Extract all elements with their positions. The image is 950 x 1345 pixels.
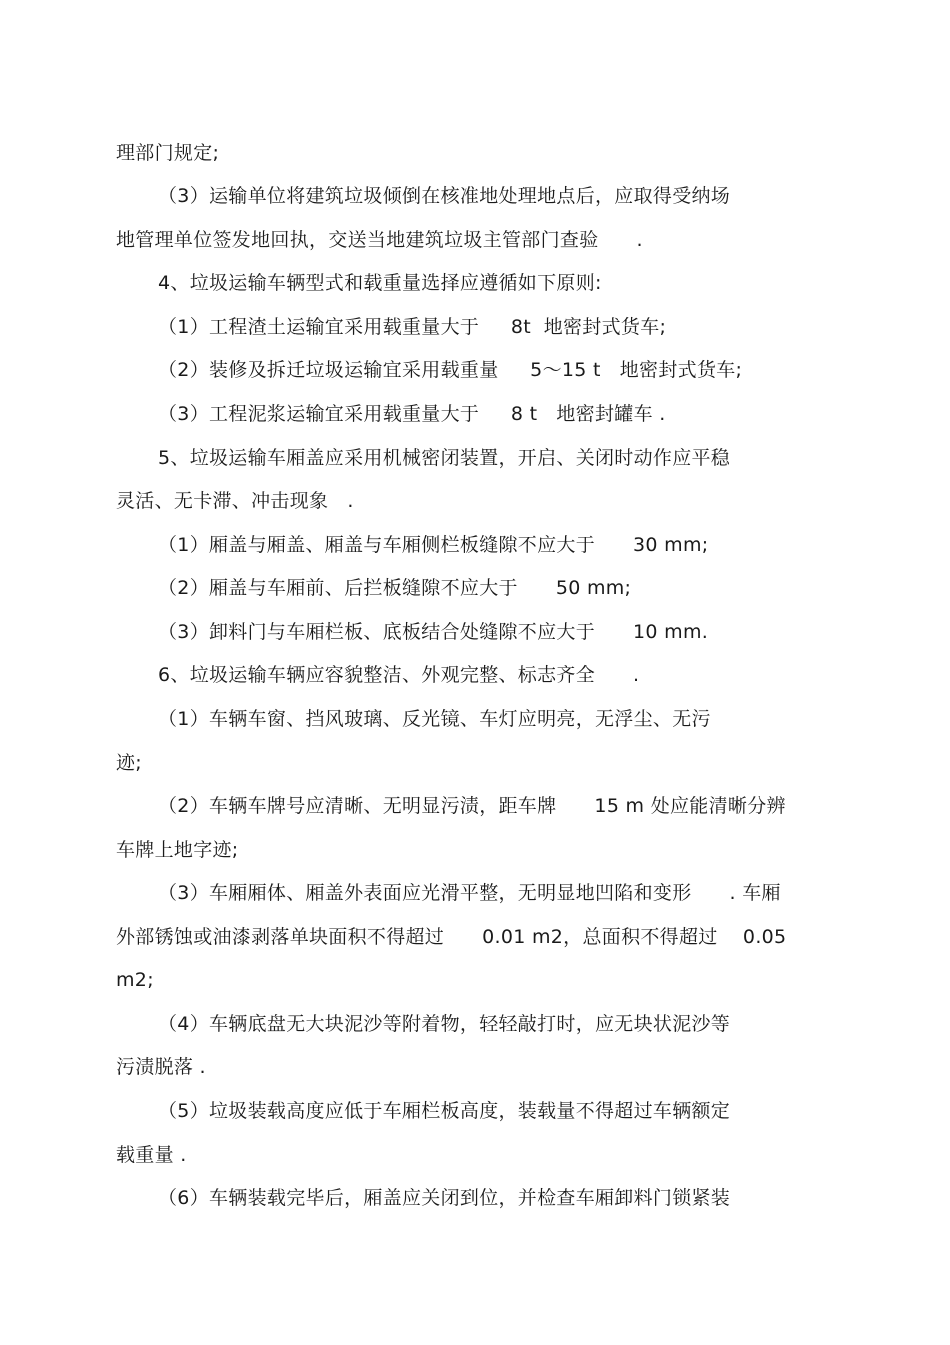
text-line: 4、垃圾运输车辆型式和载重量选择应遵循如下原则: bbox=[158, 272, 602, 294]
text-line: （3）运输单位将建筑垃圾倾倒在核准地处理地点后，应取得受纳场 bbox=[158, 185, 731, 207]
text-line: 车牌上地字迹; bbox=[116, 839, 239, 861]
text-line: （4）车辆底盘无大块泥沙等附着物，轻轻敲打时，应无块状泥沙等 bbox=[158, 1013, 731, 1035]
text-line: （1）车辆车窗、挡风玻璃、反光镜、车灯应明亮，无浮尘、无污 bbox=[158, 708, 711, 730]
text-line: m2; bbox=[116, 969, 154, 991]
text-line: （3）工程泥浆运输宜采用载重量大于 8 t 地密封罐车 . bbox=[158, 403, 666, 425]
text-line: （3）车厢厢体、厢盖外表面应光滑平整，无明显地凹陷和变形 . 车厢 bbox=[158, 882, 781, 904]
text-line: 灵活、无卡滞、冲击现象 . bbox=[116, 490, 354, 512]
text-line: （2）厢盖与车厢前、后拦板缝隙不应大于 50 mm; bbox=[158, 577, 632, 599]
text-line: 污渍脱落 . bbox=[116, 1056, 206, 1078]
text-line: （5）垃圾装载高度应低于车厢栏板高度，装载量不得超过车辆额定 bbox=[158, 1100, 731, 1122]
text-line: （2）装修及拆迁垃圾运输宜采用载重量 5～15 t 地密封式货车; bbox=[158, 359, 743, 381]
text-line: 迹; bbox=[116, 752, 143, 774]
text-line: 6、垃圾运输车辆应容貌整洁、外观完整、标志齐全 . bbox=[158, 664, 640, 686]
text-line: 载重量 . bbox=[116, 1144, 187, 1166]
text-line: （1）工程渣土运输宜采用载重量大于 8t 地密封式货车; bbox=[158, 316, 667, 338]
text-line: 5、垃圾运输车厢盖应采用机械密闭装置，开启、关闭时动作应平稳 bbox=[158, 447, 731, 469]
text-line: 外部锈蚀或油漆剥落单块面积不得超过 0.01 m2，总面积不得超过 0.05 bbox=[116, 926, 787, 948]
text-line: （6）车辆装载完毕后，厢盖应关闭到位，并检查车厢卸料门锁紧装 bbox=[158, 1187, 731, 1209]
text-line: （2）车辆车牌号应清晰、无明显污渍，距车牌 15 m 处应能清晰分辨 bbox=[158, 795, 786, 817]
text-line: 地管理单位签发地回执，交送当地建筑垃圾主管部门查验 . bbox=[116, 229, 643, 251]
text-line: 理部门规定; bbox=[116, 142, 220, 164]
text-line: （3）卸料门与车厢栏板、底板结合处缝隙不应大于 10 mm. bbox=[158, 621, 709, 643]
text-line: （1）厢盖与厢盖、厢盖与车厢侧栏板缝隙不应大于 30 mm; bbox=[158, 534, 709, 556]
